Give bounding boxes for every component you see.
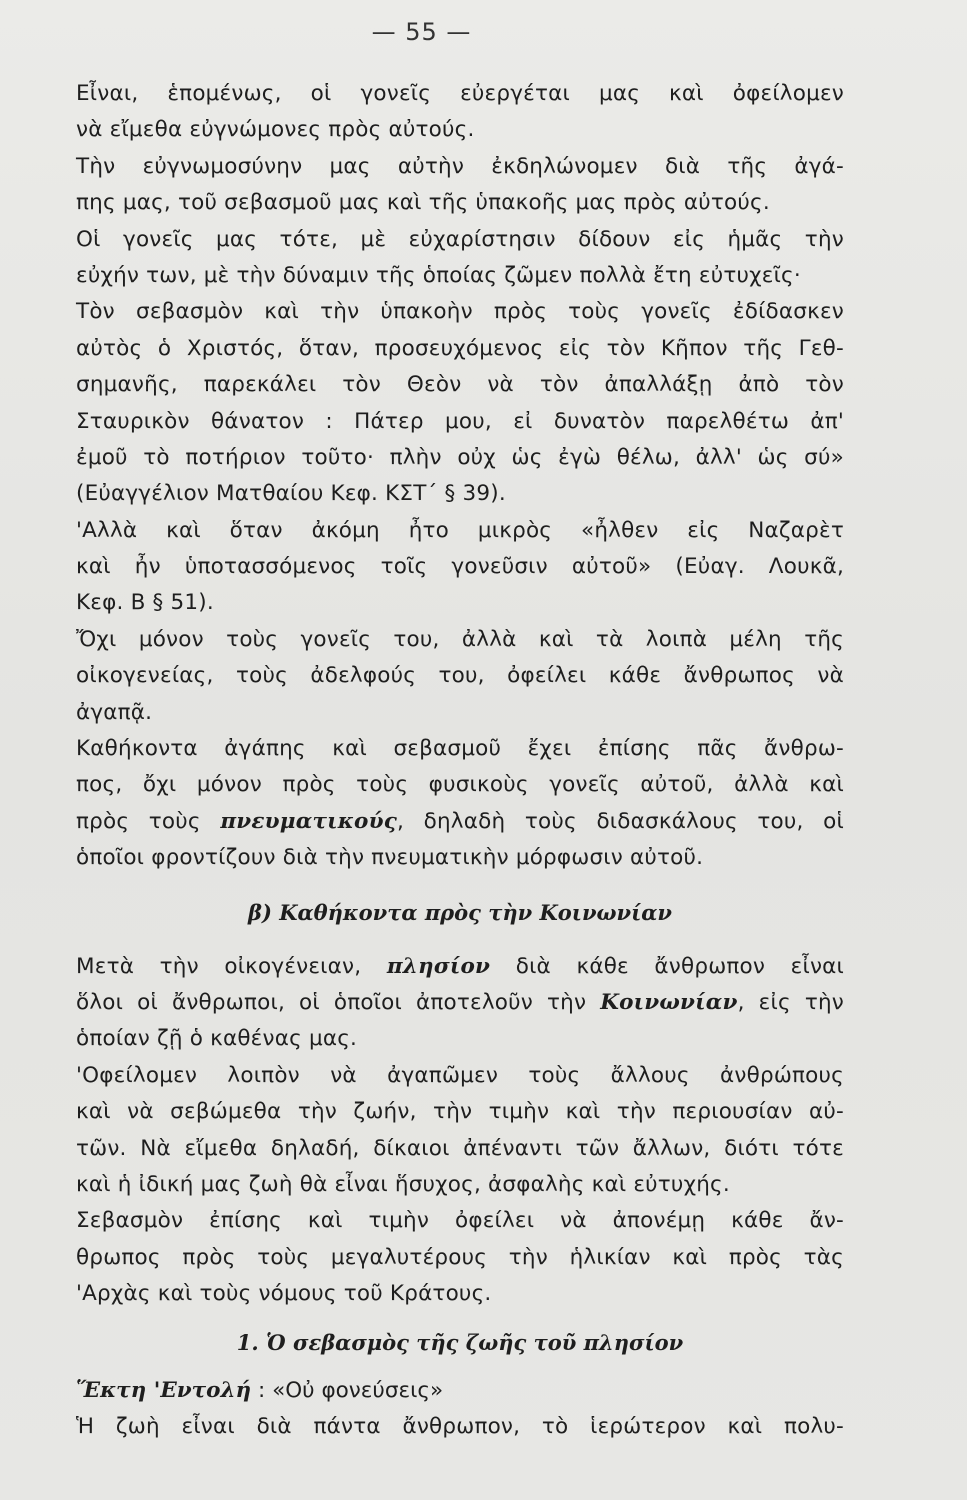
text-line: οἰκογενείας, τοὺς ἀδελφούς του, ὀφείλει κάθε ἄνθρωπος νὰ <box>76 663 844 689</box>
section-heading-society: β) Καθήκοντα πρὸς τὴν Κοινωνίαν <box>248 899 672 925</box>
text-segment: πρὸς τοὺς <box>76 808 221 834</box>
text-line: 'Οφείλομεν λοιπὸν νὰ ἀγαπῶμεν τοὺς ἄλλους ἀνθρώπους <box>76 1062 844 1088</box>
text-line: καὶ ἦν ὑποτασσόμενος τοῖς γονεῦσιν αὐτοῦ» (Εὐαγ. Λουκᾶ, <box>76 554 844 580</box>
text-line: ἀγαπᾷ. <box>76 699 153 725</box>
text-line: Ὄχι μόνον τοὺς γονεῖς του, ἀλλὰ καὶ τὰ λοιπὰ μέλη τῆς <box>76 626 844 652</box>
text-line: Εἶναι, ἑπομένως, οἱ γονεῖς εὐεργέται μας καὶ ὀφείλομεν <box>76 81 844 106</box>
text-line: καὶ νὰ σεβώμεθα τὴν ζωήν, τὴν τιμὴν καὶ τὴν περιουσίαν αὐ- <box>76 1099 844 1125</box>
text-line: 'Αλλὰ καὶ ὅταν ἀκόμη ἦτο μικρὸς «ἦλθεν εἰς Ναζαρὲτ <box>76 517 844 543</box>
text-line: εὐχήν των, μὲ τὴν δύναμιν τῆς ὁποίας ζῶμεν πολλὰ ἔτη εὐτυχεῖς· <box>76 262 801 288</box>
text-segment: : <box>251 1377 273 1403</box>
emphasized-word: Κοινωνίαν <box>600 989 738 1015</box>
text-line: ἐμοῦ τὸ ποτήριον τοῦτο· πλὴν οὐχ ὡς ἐγὼ θέλω, ἀλλ' ὡς σύ» <box>76 444 844 470</box>
page-number: — 55 — <box>371 18 472 46</box>
text-line: πης μας, τοῦ σεβασμοῦ μας καὶ τῆς ὑπακοῆς μας πρὸς αὐτούς. <box>76 190 770 216</box>
section-heading-respect-life: 1. Ὁ σεβασμὸς τῆς ζωῆς τοῦ πλησίον <box>236 1329 684 1355</box>
text-line: Οἱ γονεῖς μας τότε, μὲ εὐχαρίστησιν δίδουν εἰς ἡμᾶς τὴν <box>76 226 844 252</box>
text-segment: , εἰς τὴν <box>737 989 844 1015</box>
text-line: Ἡ ζωὴ εἶναι διὰ πάντα ἄνθρωπον, τὸ ἱερώτερον καὶ πολυ- <box>76 1413 844 1439</box>
text-line: τῶν. Νὰ εἴμεθα δηλαδή, δίκαιοι ἀπέναντι τῶν ἄλλων, διότι τότε <box>76 1135 844 1161</box>
text-line: ὁποίαν ζῇ ὁ καθένας μας. <box>76 1026 358 1052</box>
text-segment: , δηλαδὴ τοὺς διδασκάλους του, οἱ <box>397 808 844 834</box>
body-text <box>76 76 844 1445</box>
text-line: πος, ὄχι μόνον πρὸς τοὺς φυσικοὺς γονεῖς αὐτοῦ, ἀλλὰ καὶ <box>76 772 844 798</box>
text-line-plision <box>76 949 844 985</box>
text-line: Τὸν σεβασμὸν καὶ τὴν ὑπακοὴν πρὸς τοὺς γονεῖς ἐδίδασκεν <box>76 299 844 325</box>
emphasized-word: πνευματικούς <box>220 808 397 834</box>
text-line: σημανῆς, παρεκάλει τὸν Θεὸν νὰ τὸν ἀπαλλάξῃ ἀπὸ τὸν <box>76 372 844 398</box>
text-line: θρωπος πρὸς τοὺς μεγαλυτέρους τὴν ἡλικίαν καὶ πρὸς τὰς <box>76 1244 844 1270</box>
text-line-koinonia <box>76 985 844 1021</box>
text-line: (Εὐαγγέλιον Ματθαίου Κεφ. ΚΣΤ΄ § 39). <box>76 481 506 507</box>
text-segment: διὰ κάθε ἄνθρωπον εἶναι <box>490 953 844 979</box>
text-segment: Μετὰ τὴν οἰκογένειαν, <box>76 953 387 979</box>
text-line: καὶ ἡ ἰδική μας ζωὴ θὰ εἶναι ἥσυχος, ἀσφαλὴς καὶ εὐτυχής. <box>76 1171 730 1197</box>
text-line: ὁποῖοι φροντίζουν διὰ τὴν πνευματικὴν μόρφωσιν αὐτοῦ. <box>76 845 704 871</box>
text-line: Τὴν εὐγνωμοσύνην μας αὐτὴν ἐκδηλώνομεν διὰ τῆς ἀγά- <box>76 153 844 179</box>
text-line: Κεφ. Β § 51). <box>76 590 214 616</box>
text-line: αὐτὸς ὁ Χριστός, ὅταν, προσευχόμενος εἰς τὸν Κῆπον τῆς Γεθ- <box>76 335 844 361</box>
emphasized-word: πλησίον <box>386 953 491 979</box>
text-line: Καθήκοντα ἀγάπης καὶ σεβασμοῦ ἔχει ἐπίσης πᾶς ἄνθρω- <box>76 736 844 762</box>
text-line: 'Αρχὰς καὶ τοὺς νόμους τοῦ Κράτους. <box>76 1281 492 1307</box>
text-line: νὰ εἴμεθα εὐγνώμονες πρὸς αὐτούς. <box>76 117 475 143</box>
text-segment: ὅλοι οἱ ἄνθρωποι, οἱ ὁποῖοι ἀποτελοῦν τὴν <box>76 989 601 1015</box>
commandment-quote: «Οὐ φονεύσεις» <box>272 1377 444 1403</box>
commandment-line <box>76 1373 844 1409</box>
text-line: Σταυρικὸν θάνατον : Πάτερ μου, εἰ δυνατὸν παρελθέτω ἀπ' <box>76 408 844 434</box>
commandment-label: Ἕκτη 'Εντολή <box>76 1377 252 1403</box>
text-line: Σεβασμὸν ἐπίσης καὶ τιμὴν ὀφείλει νὰ ἀπονέμῃ κάθε ἄν- <box>76 1208 844 1234</box>
text-line-pneumatikous <box>76 804 844 840</box>
